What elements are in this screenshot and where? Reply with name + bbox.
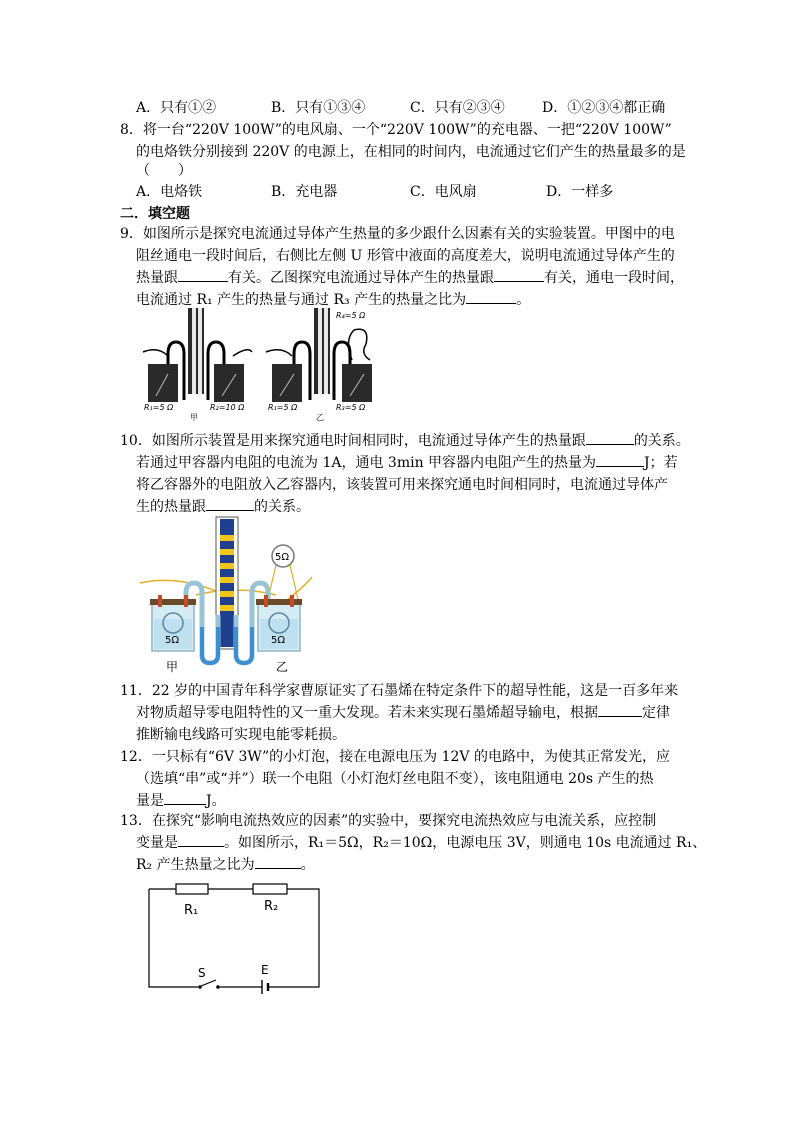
q10-text-f: 的关系。 xyxy=(254,499,310,515)
q13-line1: 13．在探究“影响电流热效应的因素”的实验中，要探究电流热效应与电流关系，应控制 xyxy=(120,813,657,829)
q8-option-a: A．电烙铁 xyxy=(136,184,203,200)
q13-line2 xyxy=(136,832,706,854)
q9-line2: 阻丝通电一段时间后，右侧比左侧 U 形管中液面的高度差大，说明电流通过导体产生的 xyxy=(136,248,675,264)
q10-fig-right-label: 乙 xyxy=(276,660,289,674)
q9-text-e: 。 xyxy=(516,292,531,308)
q9-fig-left-r1: R₁=5 Ω xyxy=(144,403,174,412)
q10-blank-2[interactable] xyxy=(596,452,644,467)
q13-text-d: 。 xyxy=(300,857,315,873)
q11-text-b: 定律 xyxy=(642,705,670,721)
q9-blank-2[interactable] xyxy=(494,267,544,282)
q13-resistor-r1 xyxy=(176,884,208,894)
q10-fig-left-label: 甲 xyxy=(166,660,179,674)
q8-option-b: B．充电器 xyxy=(271,184,338,200)
q10-line2 xyxy=(136,452,678,474)
q13-switch xyxy=(198,980,220,989)
q11-line2 xyxy=(136,702,670,724)
q13-text-b: 。如图所示，R₁＝5Ω，R₂＝10Ω，电源电压 3V，则通电 10s 电流通过 R₁、 xyxy=(224,835,707,851)
q13-fig-source-label: E xyxy=(261,963,269,977)
q13-fig-r1-label: R₁ xyxy=(184,903,199,918)
q12-line1: 12．一只标有“6V 3W”的小灯泡，接在电源电压为 12V 的电路中，为使其正常发光，应 xyxy=(120,749,670,765)
q10-fig-left-res: 5Ω xyxy=(165,635,180,646)
q10-line3: 将乙容器外的电阻放入乙容器内，该装置可用来探究通电时间相同时，电流通过导体产 xyxy=(136,477,668,493)
section-title-fill-blank: 二．填空题 xyxy=(120,206,190,222)
q7-option-c: C．只有②③④ xyxy=(410,100,505,116)
q8-line2: 的电烙铁分别接到 220V 的电源上，在相同的时间内，电流通过它们产生的热量最多的是 xyxy=(136,144,686,160)
q10-text-e: 生的热量跟 xyxy=(136,499,206,515)
q11-line1: 11．22 岁的中国青年科学家曹原证实了石墨烯在特定条件下的超导性能，这是一百多年来 xyxy=(120,683,679,699)
q9-blank-1[interactable] xyxy=(178,267,228,282)
q10-fig-right-res: 5Ω xyxy=(271,635,286,646)
q10-text-c: 若通过甲容器内电阻的电流为 1A，通电 3min 甲容器内电阻产生的热量为 xyxy=(136,455,597,471)
q9-blank-3[interactable] xyxy=(466,289,516,304)
q11-blank-1[interactable] xyxy=(598,702,642,717)
q8-option-c: C．电风扇 xyxy=(410,184,477,200)
q10-fig-outside-res: 5Ω xyxy=(275,552,290,563)
q13-fig-switch-label: S xyxy=(198,966,206,980)
q10-text-d: J；若 xyxy=(644,455,678,471)
q13-blank-1[interactable] xyxy=(178,832,224,847)
q10-text-a: 10．如图所示装置是用来探究通电时间相同时，电流通过导体产生的热量跟 xyxy=(120,433,586,449)
q13-resistor-r2 xyxy=(253,884,287,894)
q11-text-a: 对物质超导零电阻特性的又一重大发现。若未来实现石墨烯超导输电，根据 xyxy=(136,705,598,721)
q9-fig-right-label: 乙 xyxy=(316,413,324,422)
q12-blank-1[interactable] xyxy=(164,790,206,805)
q13-circuit-diagram xyxy=(140,876,325,996)
q9-fig-right-r3: R₃=5 Ω xyxy=(336,403,366,412)
q9-apparatus-figure xyxy=(138,304,383,422)
q9-fig-right-r4: R₄=5 Ω xyxy=(336,311,366,320)
q8-option-d: D．一样多 xyxy=(546,184,614,200)
q13-text-a: 变量是 xyxy=(136,835,178,851)
q9-text-d: 电流通过 R₁ 产生的热量与通过 R₃ 产生的热量之比为 xyxy=(136,292,467,308)
q9-text-c: 有关，通电一段时间， xyxy=(544,270,684,286)
q9-fig-left-label: 甲 xyxy=(190,413,198,422)
q7-option-d: D．①②③④都正确 xyxy=(542,100,666,116)
q9-apparatus-right xyxy=(266,308,372,402)
q10-text-b: 的关系。 xyxy=(633,433,690,449)
q12-line2: （选填“串”或“并”）联一个电阻（小灯泡灯丝电阻不变），该电阻通电 20s 产生的热 xyxy=(136,771,654,787)
q12-text-b: J。 xyxy=(206,793,226,809)
q10-line1 xyxy=(120,430,690,452)
q9-fig-left-r2: R₂=10 Ω xyxy=(210,403,245,412)
q9-apparatus-left xyxy=(143,308,252,402)
q10-apparatus-figure xyxy=(136,515,316,677)
q13-text-c: R₂ 产生热量之比为 xyxy=(136,857,255,873)
q10-blank-3[interactable] xyxy=(206,496,254,511)
q7-option-a: A．只有①② xyxy=(136,100,217,116)
q10-blank-1[interactable] xyxy=(586,430,634,445)
q8-line1: 8．将一台“220V 100W”的电风扇、一个“220V 100W”的充电器、一把“220V 100W” xyxy=(120,122,672,138)
q13-line3 xyxy=(136,854,315,876)
q9-text-a: 热量跟 xyxy=(136,270,178,286)
q13-power-source xyxy=(262,980,268,994)
q11-line3: 推断输电线路可实现电能零耗损。 xyxy=(136,727,346,743)
q13-fig-r2-label: R₂ xyxy=(264,899,279,914)
q7-option-b: B．只有①③④ xyxy=(271,100,366,116)
q9-text-b: 有关。乙图探究电流通过导体产生的热量跟 xyxy=(228,270,494,286)
q9-line3 xyxy=(136,267,684,289)
q9-fig-right-r1: R₁=5 Ω xyxy=(268,403,298,412)
q13-blank-2[interactable] xyxy=(255,854,301,869)
q12-text-a: 量是 xyxy=(136,793,164,809)
q12-line3 xyxy=(136,790,226,812)
q8-answer-bracket: （ ） xyxy=(136,163,192,179)
q9-line1: 9．如图所示是探究电流通过导体产生热量的多少跟什么因素有关的实验装置。甲图中的电 xyxy=(120,226,675,242)
